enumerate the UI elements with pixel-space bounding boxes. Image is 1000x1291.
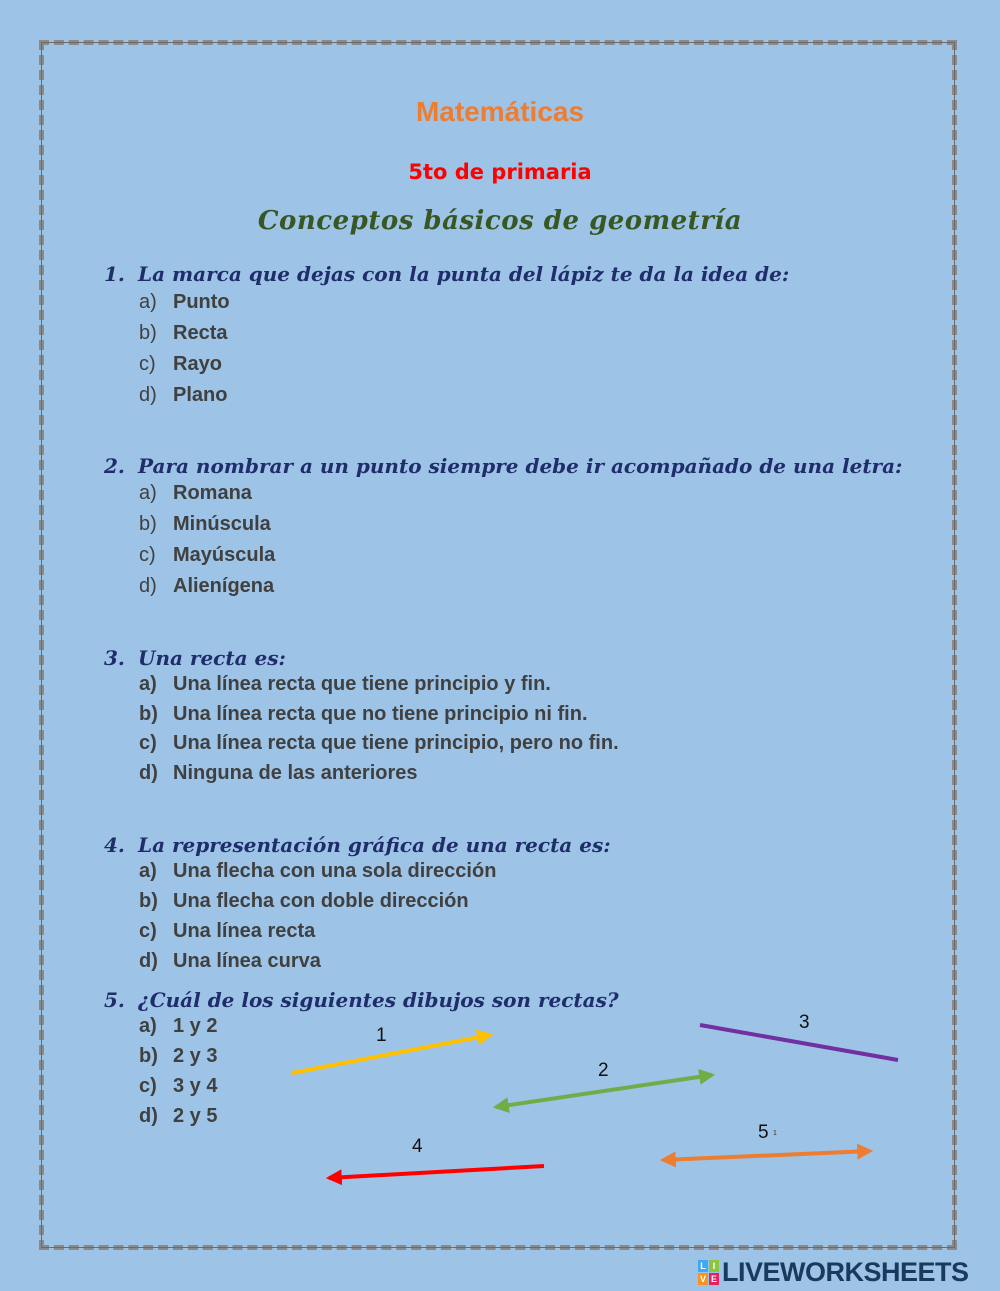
option-letter: b)	[139, 890, 158, 912]
logo-mark-letter: I	[709, 1260, 719, 1272]
option-letter: b)	[139, 513, 157, 535]
question-number: 4.	[104, 833, 125, 857]
question-text: ¿Cuál de los siguientes dibujos son rectas?	[138, 988, 619, 1012]
option-letter: d)	[139, 762, 158, 784]
question-text: Para nombrar a un punto siempre debe ir acompañado de una letra:	[138, 454, 903, 478]
question-text: La representación gráfica de una recta es:	[138, 833, 611, 857]
option-text: Rayo	[173, 353, 222, 375]
drawing-5-note: 1	[773, 1130, 777, 1137]
drawing-4-label: 4	[412, 1136, 423, 1157]
option-text: Punto	[173, 291, 230, 313]
option-text: Romana	[173, 482, 252, 504]
option-text: 2 y 3	[173, 1045, 218, 1067]
option-letter: d)	[139, 950, 158, 972]
option-text: Una flecha con una sola dirección	[173, 860, 497, 882]
option-letter: d)	[139, 384, 157, 406]
option-text: Una línea recta que tiene principio, pero no fin.	[173, 732, 619, 754]
option-text: Plano	[173, 384, 228, 406]
option-letter: a)	[139, 1015, 157, 1037]
option-text: Ninguna de las anteriores	[173, 762, 418, 784]
drawing-5-arrow	[663, 1151, 870, 1160]
subject-heading: Conceptos básicos de geometría	[257, 206, 743, 236]
option-letter: a)	[139, 860, 157, 882]
option-letter: b)	[139, 322, 157, 344]
option-text: Una línea recta que tiene principio y fin.	[173, 673, 551, 695]
grade-label: 5to de primaria	[408, 160, 592, 184]
question-number: 5.	[104, 988, 125, 1012]
drawing-1-label: 1	[376, 1025, 387, 1046]
option-letter: a)	[139, 291, 157, 313]
page-title: Matemáticas	[415, 96, 585, 127]
option-text: Una línea recta	[173, 920, 316, 942]
option-text: 1 y 2	[173, 1015, 218, 1037]
option-text: 2 y 5	[173, 1105, 218, 1127]
option-letter: c)	[139, 732, 157, 754]
logo-mark-letter: L	[698, 1260, 708, 1272]
option-letter: c)	[139, 1075, 157, 1097]
drawing-5-label: 5	[758, 1122, 769, 1143]
option-letter: a)	[139, 482, 157, 504]
liveworksheets-logo[interactable]	[698, 1258, 969, 1286]
question-number: 1.	[104, 262, 125, 286]
option-letter: c)	[139, 544, 156, 566]
question-text: La marca que dejas con la punta del lápiz te da la idea de:	[138, 262, 790, 286]
option-text: Una línea recta que no tiene principio ni fin.	[173, 703, 588, 725]
option-text: Minúscula	[173, 513, 271, 535]
option-letter: b)	[139, 703, 158, 725]
question-text: Una recta es:	[138, 646, 286, 670]
option-text: Recta	[173, 322, 228, 344]
option-text: Mayúscula	[173, 544, 276, 566]
option-text: Una línea curva	[173, 950, 321, 972]
drawing-4-arrow	[329, 1166, 544, 1178]
logo-mark-icon	[698, 1260, 719, 1285]
option-letter: c)	[139, 920, 157, 942]
option-text: 3 y 4	[173, 1075, 218, 1097]
drawing-3-label: 3	[799, 1012, 810, 1033]
logo-mark-letter: E	[710, 1273, 717, 1284]
option-text: Alienígena	[173, 575, 275, 597]
logo-mark-letter: V	[699, 1273, 706, 1284]
question-number: 3.	[104, 646, 125, 670]
option-letter: b)	[139, 1045, 158, 1067]
drawing-2-label: 2	[598, 1060, 609, 1081]
question-number: 2.	[104, 454, 125, 478]
option-letter: d)	[139, 1105, 158, 1127]
logo-text: LIVEWORKSHEETS	[722, 1256, 969, 1287]
drawing-1-arrow	[292, 1035, 490, 1073]
option-letter: c)	[139, 353, 156, 375]
option-letter: a)	[139, 673, 157, 695]
option-text: Una flecha con doble dirección	[173, 890, 469, 912]
option-letter: d)	[139, 575, 157, 597]
